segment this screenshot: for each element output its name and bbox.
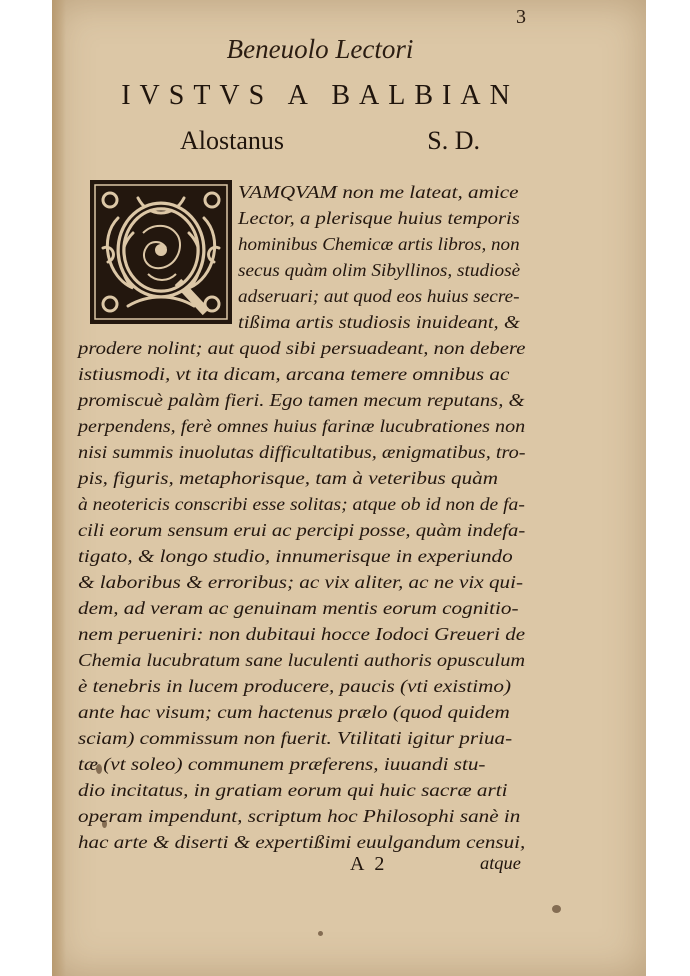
body-line: Chemia lucubratum sane luculenti authoris opusculum (78, 650, 526, 670)
ink-stain (318, 931, 323, 936)
catchword: atque (480, 853, 521, 873)
body-line: nisi summis inuolutas difficultatibus, ænigmatibus, tro- (78, 442, 526, 462)
body-line: nem perueniri: non dubitaui hocce Iodoci Greueri de (78, 624, 526, 644)
body-line: VAMQVAM non me lateat, amice (238, 182, 519, 202)
body-line: dem, ad veram ac genuinam mentis eorum cognitio- (78, 598, 519, 618)
body-line: tigato, & longo studio, innumerisque in experiundo (78, 546, 513, 566)
body-line: pis, figuris, metaphorisque, tam à veteribus quàm (78, 468, 499, 488)
body-line: perpendens, ferè omnes huius farinæ lucubrationes non (78, 416, 526, 436)
body-line: à neotericis conscribi esse solitas; atque ob id non de fa- (78, 494, 525, 514)
body-line: prodere nolint; aut quod sibi persuadeant, non debere (78, 338, 526, 358)
page-gutter-shadow (52, 0, 66, 976)
heading-salutation: S. D. (427, 126, 480, 155)
heading-dedication: Beneuolo Lectori (226, 34, 414, 64)
body-line: è tenebris in lucem producere, paucis (vti existimo) (78, 676, 512, 696)
body-line: operam impendunt, scriptum hoc Philosophi sanè in (78, 806, 521, 826)
heading-origin-line (180, 126, 480, 156)
body-line: tæ (vt soleo) communem præferens, iuuandi stu- (78, 754, 486, 774)
heading-origin: Alostanus (180, 126, 284, 155)
body-line: cili eorum sensum erui ac percipi posse, quàm indefa- (78, 520, 526, 540)
body-line: secus quàm olim Sibyllinos, studiosè (238, 260, 521, 280)
page-number: 3 (516, 6, 526, 28)
ink-stain (552, 905, 561, 913)
decorated-initial-q (88, 178, 234, 326)
heading-author: IVSTVS A BALBIAN (121, 80, 519, 111)
signature-mark: A 2 (350, 853, 388, 875)
body-line: dio incitatus, in gratiam eorum qui huic sacræ arti (78, 780, 508, 800)
body-line: ante hac visum; cum hactenus prælo (quod quidem (78, 702, 510, 722)
body-line: hac arte & diserti & expertißimi euulgandum censui, (78, 832, 526, 852)
body-line: adseruari; aut quod eos huius secre- (238, 286, 520, 306)
body-line: hominibus Chemicæ artis libros, non (238, 234, 520, 254)
body-line: sciam) commissum non fuerit. Vtilitati igitur priua- (78, 728, 513, 748)
body-line: & laboribus & erroribus; ac vix aliter, ac ne vix qui- (78, 572, 524, 592)
body-line: promiscuè palàm fieri. Ego tamen mecum reputans, & (78, 390, 525, 410)
body-line: istiusmodi, vt ita dicam, arcana temere omnibus ac (78, 364, 510, 384)
body-line: tißima artis studiosis inuideant, & (238, 312, 520, 332)
body-line: Lector, a plerisque huius temporis (238, 208, 520, 228)
